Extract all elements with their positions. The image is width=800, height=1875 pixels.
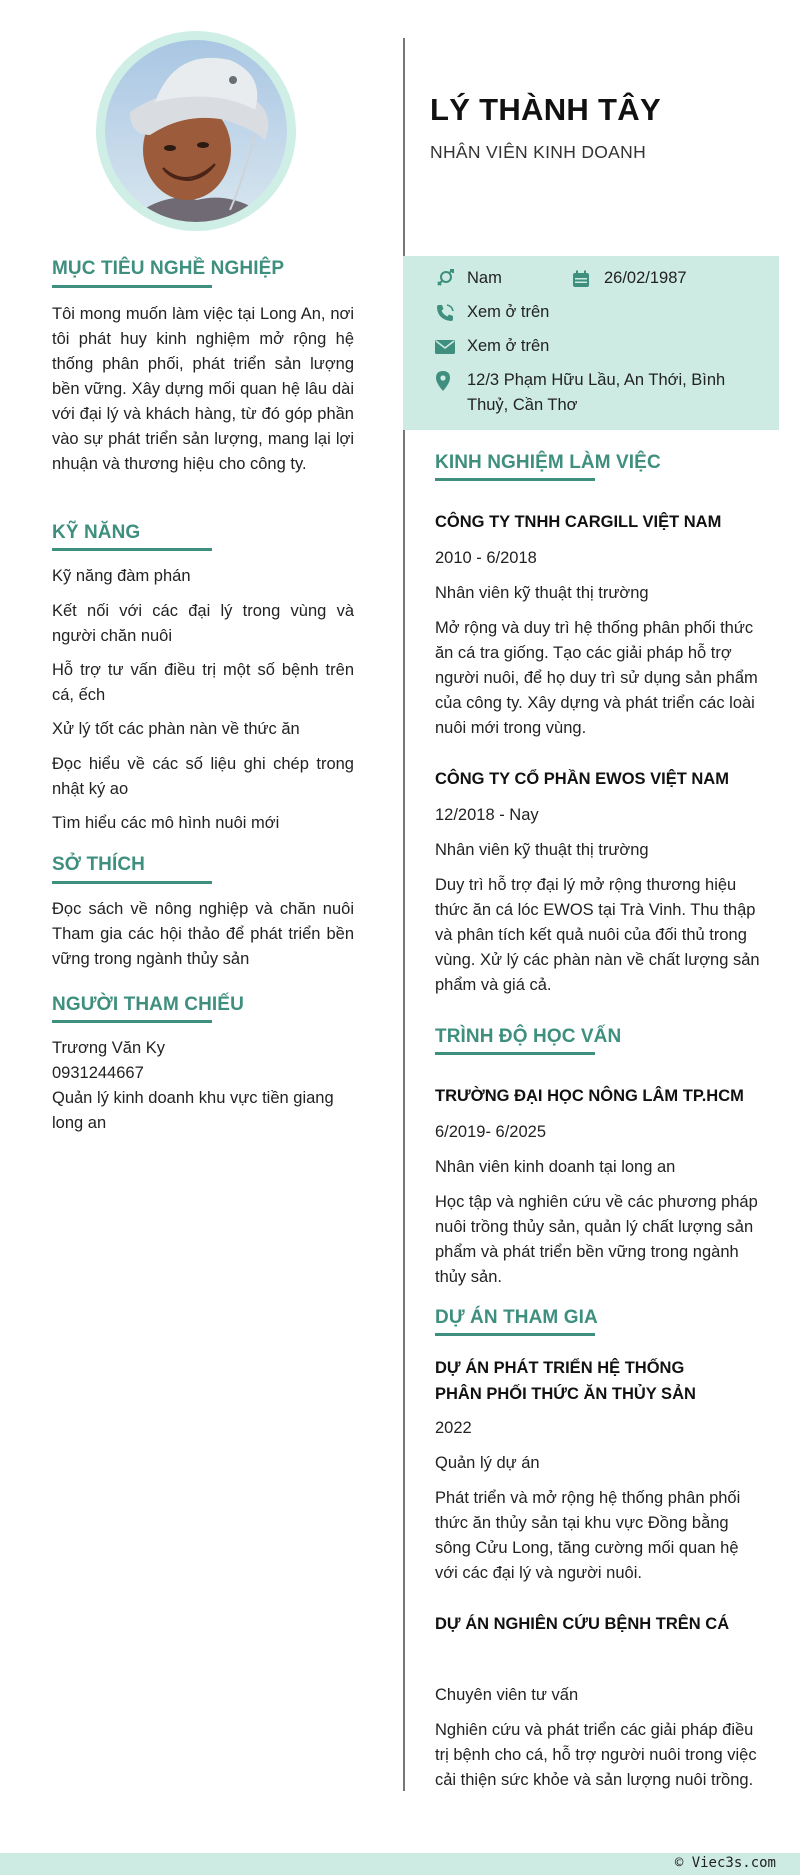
job-position: Nhân viên kỹ thuật thị trường [435, 584, 649, 602]
skill-item: Đọc hiểu về các số liệu ghi chép trong nhật ký ao [52, 755, 354, 798]
job-description: Mở rộng và duy trì hệ thống phân phối thức ăn cá tra giống. Tạo các giải pháp hỗ trợ người nuôi, để họ duy trì sử dụng sản phẩm của công ty. Xây dựng và phát triển các loài nuôi mới trong vùng. [435, 619, 758, 737]
dob-value: 26/02/1987 [604, 269, 687, 287]
location-pin-icon [435, 368, 457, 393]
school-name: TRƯỜNG ĐẠI HỌC NÔNG LÂM TP.HCM [435, 1087, 744, 1105]
project-name: DỰ ÁN NGHIÊN CỨU BỆNH TRÊN CÁ [435, 1615, 730, 1633]
phone-icon [435, 300, 457, 325]
avatar [96, 31, 296, 231]
reference-position: Quản lý kinh doanh khu vực tiền giang long an [52, 1089, 334, 1132]
gender-value: Nam [467, 269, 502, 287]
references-underline [52, 1020, 212, 1023]
experience-title: KINH NGHIỆM LÀM VIỆC [435, 452, 661, 473]
company-name: CÔNG TY TNHH CARGILL VIỆT NAM [435, 513, 722, 531]
email-row [435, 334, 549, 359]
education-major: Nhân viên kinh doanh tại long an [435, 1158, 676, 1176]
company-name: CÔNG TY CỔ PHẦN EWOS VIỆT NAM [435, 770, 729, 788]
objective-title: MỤC TIÊU NGHỀ NGHIỆP [52, 258, 285, 279]
dob-row [572, 266, 687, 291]
profile-photo [105, 40, 287, 222]
job-description: Duy trì hỗ trợ đại lý mở rộng thương hiệu thức ăn cá lóc EWOS tại Trà Vinh. Thu thập và phân tích kết quả nuôi của đối thủ trong vùng. Xử lý các phàn nàn về chất lượng sản phẩm và giá cả. [435, 876, 760, 994]
objective-underline [52, 285, 212, 288]
education-underline [435, 1052, 595, 1055]
skill-item: Kết nối với các đại lý trong vùng và người chăn nuôi [52, 602, 354, 645]
gender-row [435, 266, 502, 291]
skill-item: Tìm hiểu các mô hình nuôi mới [52, 814, 280, 832]
project-role: Chuyên viên tư vấn [435, 1686, 579, 1704]
skill-item: Hỗ trợ tư vấn điều trị một số bệnh trên cá, ếch [52, 661, 354, 704]
email-value: Xem ở trên [467, 337, 550, 355]
reference-phone: 0931244667 [52, 1064, 144, 1082]
candidate-role: NHÂN VIÊN KINH DOANH [430, 142, 647, 162]
hobbies-text: Đọc sách về nông nghiệp và chăn nuôi Tham gia các hội thảo để phát triển bền vững trong ngành thủy sản [52, 900, 354, 968]
candidate-name: LÝ THÀNH TÂY [430, 92, 661, 127]
phone-row [435, 300, 549, 325]
reference-name: Trương Văn Ky [52, 1039, 165, 1057]
references-title: NGƯỜI THAM CHIẾU [52, 994, 244, 1015]
phone-value: Xem ở trên [467, 303, 550, 321]
projects-title: DỰ ÁN THAM GIA [435, 1307, 598, 1328]
project-role: Quản lý dự án [435, 1454, 540, 1472]
objective-text: Tôi mong muốn làm việc tại Long An, nơi tôi phát huy kinh nghiệm mở rộng hệ thống phân phối, phát triển sản lượng bền vững. Xây dựng mối quan hệ lâu dài với đại lý và khách hàng, từ đó góp phần vào sự phát triển sản lượng, mang lại lợi nhuận và thương hiệu cho công ty. [52, 305, 354, 473]
skill-item: Xử lý tốt các phàn nàn về thức ăn [52, 720, 300, 738]
skills-title: KỸ NĂNG [52, 522, 141, 543]
experience-underline [435, 478, 595, 481]
footer-bar [0, 1853, 800, 1875]
footer-credit[interactable]: © Viec3s.com [674, 1855, 776, 1871]
address-value: 12/3 Phạm Hữu Lầu, An Thới, Bình Thuỷ, Cần Thơ [467, 371, 726, 414]
education-title: TRÌNH ĐỘ HỌC VẤN [435, 1026, 622, 1047]
job-period: 12/2018 - Nay [435, 806, 539, 824]
calendar-icon [572, 266, 594, 291]
skill-item: Kỹ năng đàm phán [52, 567, 191, 585]
job-period: 2010 - 6/2018 [435, 549, 537, 567]
projects-underline [435, 1333, 595, 1336]
hobbies-title: SỞ THÍCH [52, 854, 146, 875]
hobbies-underline [52, 881, 212, 884]
job-position: Nhân viên kỹ thuật thị trường [435, 841, 649, 859]
education-period: 6/2019- 6/2025 [435, 1123, 547, 1141]
project-description: Nghiên cứu và phát triển các giải pháp điều trị bệnh cho cá, hỗ trợ người nuôi trong việc cải thiện sức khỏe và sản lượng nuôi trồng. [435, 1721, 757, 1789]
project-description: Phát triển và mở rộng hệ thống phân phối thức ăn thủy sản tại khu vực Đồng bằng sông Cửu Long, tăng cường mối quan hệ với các đại lý và người nuôi. [435, 1489, 741, 1582]
skills-underline [52, 548, 212, 551]
address-row [435, 368, 765, 418]
project-year: 2022 [435, 1419, 472, 1437]
gender-icon [435, 266, 457, 291]
education-description: Học tập và nghiên cứu về các phương pháp nuôi trồng thủy sản, quản lý chất lượng sản phẩm và phát triển bền vững trong ngành thủy sản. [435, 1193, 758, 1286]
project-name: DỰ ÁN PHÁT TRIỂN HỆ THỐNG PHÂN PHỐI THỨC ĂN THỦY SẢN [435, 1359, 696, 1403]
envelope-icon [435, 334, 457, 359]
